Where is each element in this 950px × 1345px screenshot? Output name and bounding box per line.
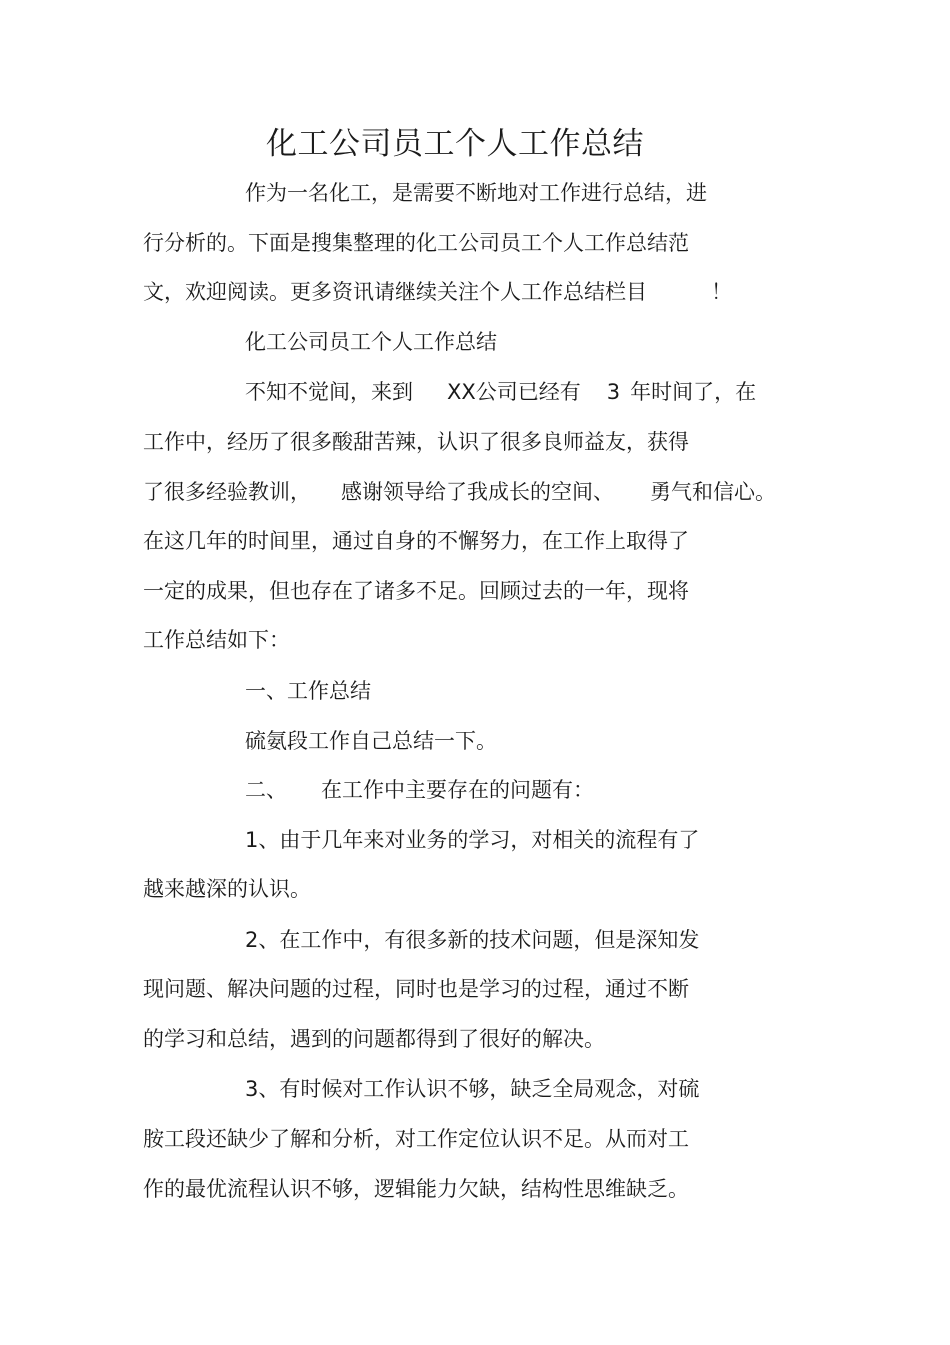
para1-text-e: 年时间了，在 [630, 380, 757, 404]
section1-heading: 一、工作总结 [245, 679, 371, 703]
item2-line-3: 的学习和总结，遇到的问题都得到了很好的解决。 [143, 1027, 605, 1051]
item1-line-1: 1、由于几年来对业务的学习，对相关的流程有了 [245, 828, 700, 852]
para1-line-1 [245, 377, 756, 407]
para1-text-b: XX [447, 380, 476, 404]
para1-line-4: 在这几年的时间里，通过自身的不懈努力，在工作上取得了 [143, 529, 689, 553]
intro-line-2: 行分析的。下面是搜集整理的化工公司员工个人工作总结范 [143, 231, 689, 255]
para1-l3-b: 感谢领导给了我成长的空间、 [341, 480, 614, 504]
item3-line-1: 3、有时候对工作认识不够，缺乏全局观念，对硫 [245, 1077, 700, 1101]
para1-line-2: 工作中，经历了很多酸甜苦辣，认识了很多良师益友，获得 [143, 430, 689, 454]
item2-line-1: 2、在工作中，有很多新的技术问题，但是深知发 [245, 928, 700, 952]
item2-line-2: 现问题、解决问题的过程，同时也是学习的过程，通过不断 [143, 977, 689, 1001]
section2-heading-num: 二、 [245, 778, 287, 802]
item1-line-2: 越来越深的认识。 [143, 877, 311, 901]
para1-line-6: 工作总结如下： [143, 628, 290, 652]
intro-line-1: 作为一名化工，是需要不断地对工作进行总结，进 [245, 181, 707, 205]
para1-text-d: 3 [606, 380, 621, 404]
intro-line-3-text: 文，欢迎阅读。更多资讯请继续关注个人工作总结栏目 [143, 280, 647, 304]
para1-line-5: 一定的成果，但也存在了诸多不足。回顾过去的一年，现将 [143, 579, 689, 603]
document-title: 化工公司员工个人工作总结 [266, 126, 644, 162]
section2-heading [245, 775, 594, 805]
para1-line-3 [143, 477, 776, 507]
intro-line-3 [143, 277, 732, 307]
para1-text-c: 公司已经有 [475, 380, 581, 404]
section2-heading-text: 在工作中主要存在的问题有： [321, 778, 594, 802]
para1-l3-a: 了很多经验教训， [143, 480, 311, 504]
subtitle: 化工公司员工个人工作总结 [245, 330, 497, 354]
para1-text-a: 不知不觉间，来到 [245, 380, 413, 404]
para1-l3-c: 勇气和信心。 [650, 480, 776, 504]
item3-line-3: 作的最优流程认识不够，逻辑能力欠缺，结构性思维缺乏。 [143, 1177, 689, 1201]
item3-line-2: 胺工段还缺少了解和分析，对工作定位认识不足。从而对工 [143, 1127, 689, 1151]
section1-body: 硫氨段工作自己总结一下。 [245, 729, 497, 753]
intro-exclamation: ！ [711, 280, 732, 304]
